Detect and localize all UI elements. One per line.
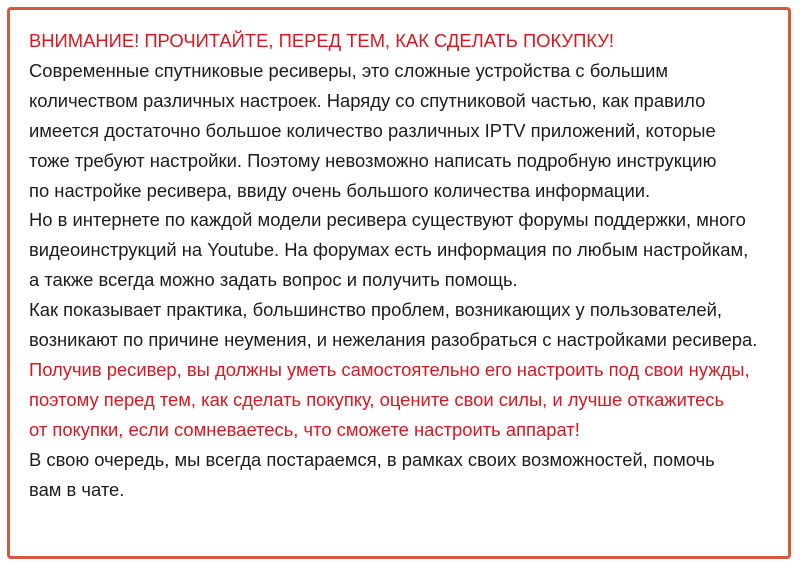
text-line-intro-4: тоже требуют настройки. Поэтому невозможно написать подробную инструкцию: [29, 149, 717, 171]
text-line-intro-2: количеством различных настроек. Наряду со спутниковой частью, как правило: [29, 89, 706, 111]
text-line-intro-1: Современные спутниковые ресиверы, это сложные устройства с большим: [29, 59, 669, 81]
text-line-forums-2: видеоинструкций на Youtube. На форумах есть информация по любым настройкам,: [29, 239, 749, 261]
notice-text-block: [29, 26, 794, 505]
text-line-support-1: В свою очередь, мы всегда постараемся, в рамках своих возможностей, помочь: [29, 448, 715, 470]
text-line-practice-2: возникают по причине неумения, и нежелания разобраться с настройками ресивера.: [29, 329, 758, 351]
warning-heading: ВНИМАНИЕ! ПРОЧИТАЙТЕ, ПЕРЕД ТЕМ, КАК СДЕЛАТЬ ПОКУПКУ!: [29, 30, 615, 51]
text-line-practice-1: Как показывает практика, большинство проблем, возникающих у пользователей,: [29, 299, 722, 321]
text-line-support-2: вам в чате.: [29, 478, 125, 500]
warning-line-2: поэтому перед тем, как сделать покупку, оцените свои силы, и лучше откажитесь: [29, 388, 725, 410]
text-line-forums-3: а также всегда можно задать вопрос и получить помощь.: [29, 269, 518, 291]
text-line-intro-3: имеется достаточно большое количество различных IPTV приложений, которые: [29, 119, 716, 141]
text-line-forums-1: Но в интернете по каждой модели ресивера существуют форумы поддержки, много: [29, 209, 746, 231]
warning-line-3: от покупки, если сомневаетесь, что сможете настроить аппарат!: [29, 418, 580, 440]
warning-line-1: Получив ресивер, вы должны уметь самостоятельно его настроить под свои нужды,: [29, 358, 750, 380]
text-line-intro-5: по настройке ресивера, ввиду очень большого количества информации.: [29, 179, 651, 201]
